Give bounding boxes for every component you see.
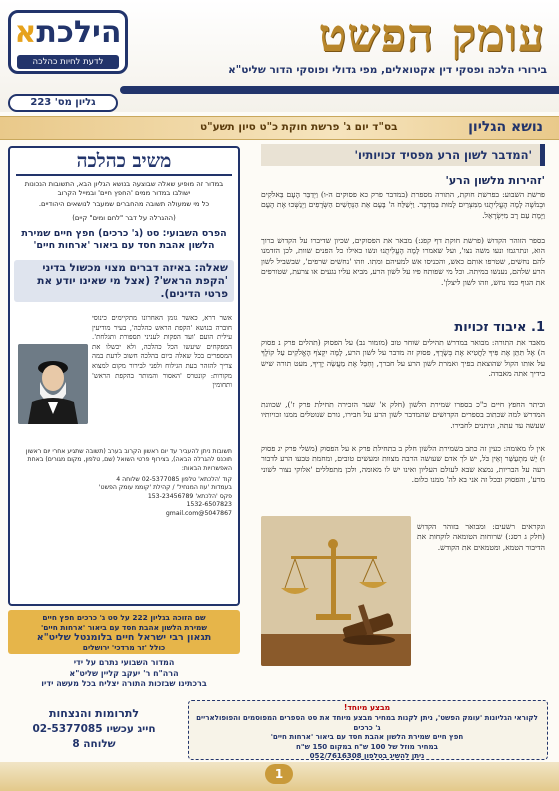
- section-1-body-4: ונקראים רשעים: ומבואר בזוהר הקדוש (חלק ג רסג:) שרוחות הטומאה לוקחות את הדיבור הטמא, ומטמאים את הקודש.: [417, 522, 545, 552]
- contacts-note: תשובות ניתן להעביר עד יום ראשון הקרוב בערב (תשובה שתגיע אחרי יום ראשון תוכנס להגרלה הבאה), בצירוף פרטי השואל (שם, טלפון, מקום מגורים) באחת האפשרויות הבאות:: [25, 448, 232, 472]
- donation-box: [6, 706, 182, 760]
- promo-line-1: לקוראי הגליונות 'עומק הפשט', ניתן לקנות במחיר מבצע מיוחד את סט הספרים המפוסמים והפופולאריים ג' כרכים: [196, 713, 538, 732]
- intro-body: פרשת השבוע: בפרשת חוקת, התורה מספרת (במדבר פרק כא פסוקים ה-ו) וַיְדַבֵּר הָעָם בֵּאלֹקִים וּבְמֹשֶׁה לָמָה הֶעֱלִיתֻנוּ מִמִּצְרַיִם לָמוּת בַּמִּדְבָּר. וַיְשַׁלַּח ה' בָּעָם אֵת הַנְּחָשִׁים הַשְּׂרָפִים וַיְנַשְּׁכוּ אֶת הָעָם וַיָּמָת עַם רָב מִיִּשְׂרָאֵל.: [261, 190, 545, 220]
- sidebar-rule: [16, 174, 232, 176]
- question-text: שאלה: באיזה דברים מצוי מכשול בדיני 'הקפת הראש'? (אצל מי שאינו יודע את פרטי הדינים).: [37, 262, 228, 300]
- page-number: 1: [265, 764, 293, 784]
- sponsor-line-2: הרה"ח ר' יעקב קליין שליט"א: [69, 668, 179, 678]
- sidebar-source: (ההגרלה על דבר "לחם ומים" קיים): [72, 214, 176, 222]
- donation-extension: שלוחה 8: [72, 738, 116, 750]
- winner-line-2: שמירת הלשון אהבת חסד עם ביאור 'ארחות חיים': [40, 623, 208, 632]
- winner-line-1: שם הזוכה בגליון 222 על סט ג' כרכים חפץ חיים: [42, 613, 206, 622]
- issue-date: בס"ד יום ג' פרשת חוקת כ"ט סיון תשע"ט: [200, 121, 398, 133]
- promo-text: [195, 713, 539, 761]
- promo-line-3: במחיר מוזל של 100 ש"ח במקום 150 ש"ח: [296, 741, 438, 751]
- logo: [8, 10, 128, 74]
- question-box: [14, 260, 234, 302]
- contact-email[interactable]: 5047867@gmail.com: [165, 509, 232, 517]
- rabbi-portrait: [18, 344, 88, 424]
- section-1-body: מאבד את התורה: מבואר במדרש תהילים שוחר טוב (מזמור נב) על הפסוק (תהלים פרק נ פסוק ה) אֶל תִּתֵּן אֶת פִּיךָ לַחֲטִיא אֶת בְּשָׂרֶךָ, פסוק זה מדבר על לשון הרע, לָמָּה יִקְצֹף הָאֱלֹקִים עַל קוֹלֶךָ על אותו הקול שהוצאת בפיך ואמרת לשון הרע על חברך, וְחִבֵּל אֶת מַעֲשֵׂה יָדֶיךָ, מעט תורה שיש בידיך אתה מאבדה.: [261, 338, 545, 379]
- promo-line-4: ניתן להשיג בטלפון 052/7616308: [309, 751, 425, 761]
- header-swoosh: [120, 86, 559, 94]
- sidebar-intro: במדור זה מופיע שאלה שבוצעה בנושא הגליון הבא, התשובות הנכונות ישולבו במדור ממים 'החפץ חיים' ובמייל הקרוב: [24, 180, 224, 197]
- masthead-tagline: בירורי הלכה ופסקי דין אקטואלים, מפי גדולי ופוסקי הדור שליט"א: [228, 64, 547, 76]
- topic-label: נושא הגליון: [468, 119, 543, 135]
- scales-gavel-illustration: [261, 516, 411, 666]
- donation-phone[interactable]: חייג עכשיו 02-5377085: [32, 723, 156, 735]
- contact-1: קוד 'הלכתא' טלפון 02-5377085 שלוחה 4: [116, 476, 232, 483]
- portrait-illustration: [18, 344, 88, 424]
- date-bar: [0, 116, 559, 140]
- sidebar-prize: הפרס השבועי: סט (ג' כרכים) חפץ חיים שמירת הלשון אהבת חסד עם ביאור 'ארחות חיים': [21, 228, 227, 251]
- sponsor-box: [8, 658, 240, 698]
- sidebar-box: [8, 146, 240, 606]
- logo-title-b: א: [14, 15, 37, 50]
- promo-title: מבצע מיוחד!: [343, 703, 391, 712]
- contact-2: בעמדות 'עוז המנחיל' / קהילת 'קוממ עומק הפשט': [98, 484, 232, 492]
- section-1-heading: 1. איבוד זכויות: [454, 320, 545, 335]
- section-1-body-2: וביתר החפץ חיים כ"כ בספרו שמירת הלשון (חלק א' שער הזכירה תחילת פרק ז'), שכוונת המדרש למה שכתוב בספרים הקדושים שהמדבר לשון הרע על חבירו, גורם שנוטלים ממנו זכויותיו שעשה עד עתה, וניתנים לחבירו.: [261, 400, 545, 430]
- donation-title: לתרומות והנצחות: [49, 707, 139, 720]
- masthead-title: עומק הפשט: [318, 8, 545, 62]
- sponsor-line-1: המדור השבועי נתרם על ידי: [73, 658, 175, 667]
- contact-list: [22, 476, 232, 518]
- logo-title-a: הילכת: [36, 15, 122, 50]
- main-article: [261, 144, 545, 674]
- sidebar-intro-2: כל מי שמעולה תשובה מהחברים שמעבר לנושאים היהודיים.: [38, 200, 210, 208]
- intro-body-2: בספר הזוהר הקדוש (פרשת חוקת דף קפג:) מבאר את הפסוקים, שכיון שדיברו על הקדוש ברוך הוא, ונתרגמו ונעו משה נצו', ועל שאמרו לָמָה הֶעֱלִיתֻנוּ ונשו כאילו כל הפנים שוות, לכן הזדמנו להם נחשים, שטרפו אותם כאש, והכניסו אש למעיהם ומתו. וזהו 'נחשים שרפים', שבשביל לשון הרע שלהם, נענשו במיתה. וכל מי שפותח פיו על לשון הרע, מביא עליו נגעים או צרעת, שטורפים את הגוף כמו נחש, וזהו לשון ליצלן'.: [261, 236, 545, 287]
- promo-panel: [188, 700, 548, 760]
- header: [0, 0, 559, 112]
- contact-fax: 1532-6507823: [186, 501, 232, 509]
- winner-box: [8, 610, 240, 654]
- section-1-body-3: אין לו מאומה: כעין זה כתב בשמירת הלשון חלק ב בתחילת פרק א על הפסוק (משלי פרק יג פסוק ז) יֵשׁ מִתְעַשֵּׁר וְאֵין כֹּל, יש לך אדם שעושה הרבה מצוות ומעשים טובים, ומחמת טבעו הרע לדבור רעה על הבריות, נמצא שבא לעולם העליון ואינו יש לו מאומה, ולכן מתפללים 'אלוקי נצור לשוני מרע', והפסוק ובכל זה אני בא לה' ממנו כלום.: [261, 444, 545, 485]
- issue-badge: גליון מס' 223: [8, 94, 118, 112]
- winner-name: תגאון רבי ישראל חיים בלומנטל שליט"א: [36, 632, 212, 643]
- logo-subtitle: לדעת לחיות כהלכה: [17, 55, 119, 69]
- promo-line-2: חפץ חיים שמירת הלשון אהבת חסד עם ביאור 'ארחות חיים': [270, 732, 464, 742]
- sidebar-title: משיב כהלכה: [76, 150, 172, 172]
- topic-banner: 'המדבר לשון הרע מפסיד זכויותיו': [261, 144, 545, 166]
- contact-3: פקס 'הלכתא' 153-23456789: [147, 492, 232, 500]
- answer-text: אשר דרא, כאשר גזמן האחרונו מתקיימים כינוסי חוברה בנושא 'הקפת הראש כהלכה', בעיר מודיעין עילית הועם 'ועד הפקות לעניני תספורת ותגלחת'. המפקחים שיעשו הכל כהלכה, ולא יכשלו את המספרים בכל שאלה כיום בהלכה חשוב לדעת במה צריך להזהר בעת הגילוח ולפני לבירור מקום למצוא מקורות: קונטרס 'האסור והמותר בהקפת הראש' ותחומין: [92, 314, 232, 390]
- scales-of-justice-image: [261, 516, 411, 666]
- logo-title: [11, 15, 125, 50]
- winner-line-3: כולל 'זר מרדכי' ירושלים: [82, 643, 166, 652]
- intro-title: 'זהירות מלשון הרע': [445, 174, 545, 187]
- sponsor-line-3: ברכתינו שבזכות התורה יצליח בכל מעשה ידיו: [41, 679, 207, 688]
